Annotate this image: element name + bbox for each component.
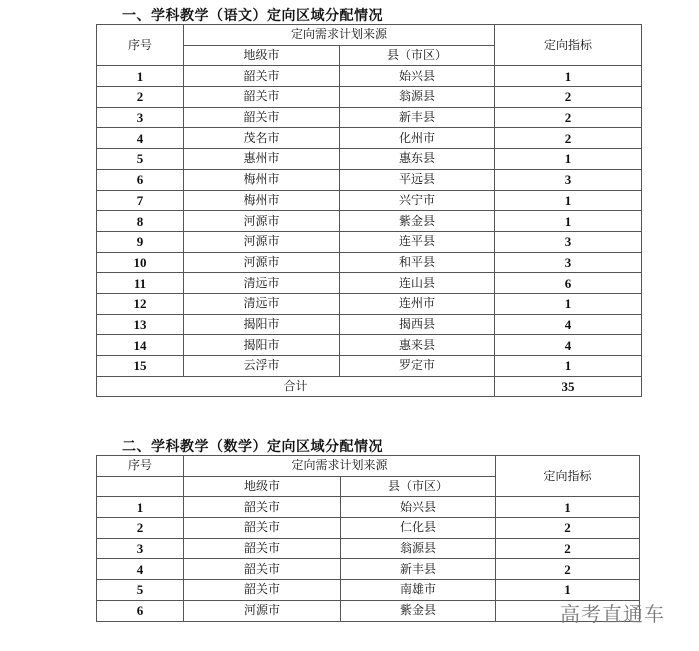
row-no: 9	[97, 231, 184, 252]
row-city: 河源市	[184, 231, 340, 252]
table-row	[97, 314, 642, 335]
header-city: 地级市	[184, 45, 340, 66]
row-city: 河源市	[184, 211, 340, 232]
table-row	[97, 190, 642, 211]
row-city: 河源市	[184, 252, 340, 273]
table-row	[97, 149, 642, 170]
table-row	[97, 128, 642, 149]
table-row	[97, 580, 640, 601]
row-city: 韶关市	[184, 518, 341, 539]
header-source: 定向需求计划来源	[184, 25, 495, 46]
header-no-blank	[97, 476, 184, 497]
table-row	[97, 600, 640, 621]
row-city: 韶关市	[184, 580, 341, 601]
row-quota: 2	[496, 518, 640, 539]
row-quota: 3	[495, 231, 642, 252]
row-no: 15	[97, 356, 184, 377]
row-county: 新丰县	[341, 559, 496, 580]
header-source: 定向需求计划来源	[184, 456, 496, 477]
row-quota: 1	[495, 293, 642, 314]
table-row	[97, 231, 642, 252]
row-county: 和平县	[340, 252, 495, 273]
header-quota: 定向指标	[496, 456, 640, 497]
table-row	[97, 273, 642, 294]
table-row	[97, 87, 642, 108]
row-county: 罗定市	[340, 356, 495, 377]
row-quota: 1	[495, 356, 642, 377]
row-no: 3	[97, 538, 184, 559]
row-city: 清远市	[184, 273, 340, 294]
row-quota: 1	[496, 580, 640, 601]
row-city: 梅州市	[184, 190, 340, 211]
table-row	[97, 66, 642, 87]
row-no: 6	[97, 600, 184, 621]
row-quota: 1	[495, 211, 642, 232]
header-quota: 定向指标	[495, 25, 642, 66]
table-row	[97, 211, 642, 232]
chinese-allocation-table	[96, 24, 642, 397]
row-quota: 4	[495, 335, 642, 356]
watermark: 高考直通车	[560, 602, 665, 626]
header-county: 县（市区）	[340, 45, 495, 66]
row-city: 揭阳市	[184, 314, 340, 335]
row-no: 10	[97, 252, 184, 273]
row-city: 云浮市	[184, 356, 340, 377]
row-no: 5	[97, 149, 184, 170]
row-city: 揭阳市	[184, 335, 340, 356]
row-city: 梅州市	[184, 169, 340, 190]
row-city: 韶关市	[184, 107, 340, 128]
section1-title: 一、学科教学（语文）定向区域分配情况	[122, 8, 383, 24]
row-city: 韶关市	[184, 497, 341, 518]
row-quota: 2	[495, 128, 642, 149]
row-city: 韶关市	[184, 538, 341, 559]
header-no: 序号	[97, 25, 184, 66]
row-no: 13	[97, 314, 184, 335]
row-county: 平远县	[340, 169, 495, 190]
table-row	[97, 252, 642, 273]
row-no: 2	[97, 87, 184, 108]
row-quota: 6	[495, 273, 642, 294]
row-quota: 4	[495, 314, 642, 335]
row-county: 兴宁市	[340, 190, 495, 211]
row-county: 仁化县	[341, 518, 496, 539]
table-row	[97, 518, 640, 539]
row-no: 6	[97, 169, 184, 190]
row-no: 3	[97, 107, 184, 128]
row-county: 南雄市	[341, 580, 496, 601]
row-county: 连州市	[340, 293, 495, 314]
math-allocation-table	[96, 455, 640, 622]
row-county: 翁源县	[340, 87, 495, 108]
row-no: 14	[97, 335, 184, 356]
row-quota: 1	[496, 497, 640, 518]
row-no: 7	[97, 190, 184, 211]
row-no: 1	[97, 66, 184, 87]
header-county: 县（市区）	[341, 476, 496, 497]
row-city: 韶关市	[184, 559, 341, 580]
row-no: 11	[97, 273, 184, 294]
row-no: 12	[97, 293, 184, 314]
header-no: 序号	[97, 456, 184, 477]
row-quota: 2	[496, 559, 640, 580]
table-row	[97, 107, 642, 128]
table-row	[97, 293, 642, 314]
row-no: 4	[97, 559, 184, 580]
row-quota: 3	[495, 252, 642, 273]
row-no: 1	[97, 497, 184, 518]
row-city: 茂名市	[184, 128, 340, 149]
row-no: 5	[97, 580, 184, 601]
row-quota: 2	[495, 107, 642, 128]
row-no: 2	[97, 518, 184, 539]
row-no: 8	[97, 211, 184, 232]
row-quota: 2	[495, 87, 642, 108]
table-row	[97, 356, 642, 377]
row-county: 始兴县	[340, 66, 495, 87]
row-county: 连平县	[340, 231, 495, 252]
total-label: 合计	[97, 376, 495, 397]
table-row	[97, 335, 642, 356]
table-row	[97, 559, 640, 580]
row-quota: 1	[495, 190, 642, 211]
row-city: 河源市	[184, 600, 341, 621]
row-county: 连山县	[340, 273, 495, 294]
row-quota: 2	[496, 538, 640, 559]
row-no: 4	[97, 128, 184, 149]
row-city: 惠州市	[184, 149, 340, 170]
row-county: 新丰县	[340, 107, 495, 128]
row-quota: 1	[495, 149, 642, 170]
row-quota: 1	[495, 66, 642, 87]
table-row	[97, 169, 642, 190]
row-city: 清远市	[184, 293, 340, 314]
row-quota: 3	[495, 169, 642, 190]
row-city: 韶关市	[184, 87, 340, 108]
row-county: 紫金县	[340, 211, 495, 232]
total-value: 35	[495, 376, 642, 397]
table-row	[97, 497, 640, 518]
row-county: 始兴县	[341, 497, 496, 518]
header-city: 地级市	[184, 476, 341, 497]
row-county: 揭西县	[340, 314, 495, 335]
row-county: 紫金县	[341, 600, 496, 621]
row-county: 化州市	[340, 128, 495, 149]
row-county: 翁源县	[341, 538, 496, 559]
section2-title: 二、学科教学（数学）定向区域分配情况	[122, 439, 383, 455]
row-county: 惠来县	[340, 335, 495, 356]
row-city: 韶关市	[184, 66, 340, 87]
table-row	[97, 538, 640, 559]
row-county: 惠东县	[340, 149, 495, 170]
